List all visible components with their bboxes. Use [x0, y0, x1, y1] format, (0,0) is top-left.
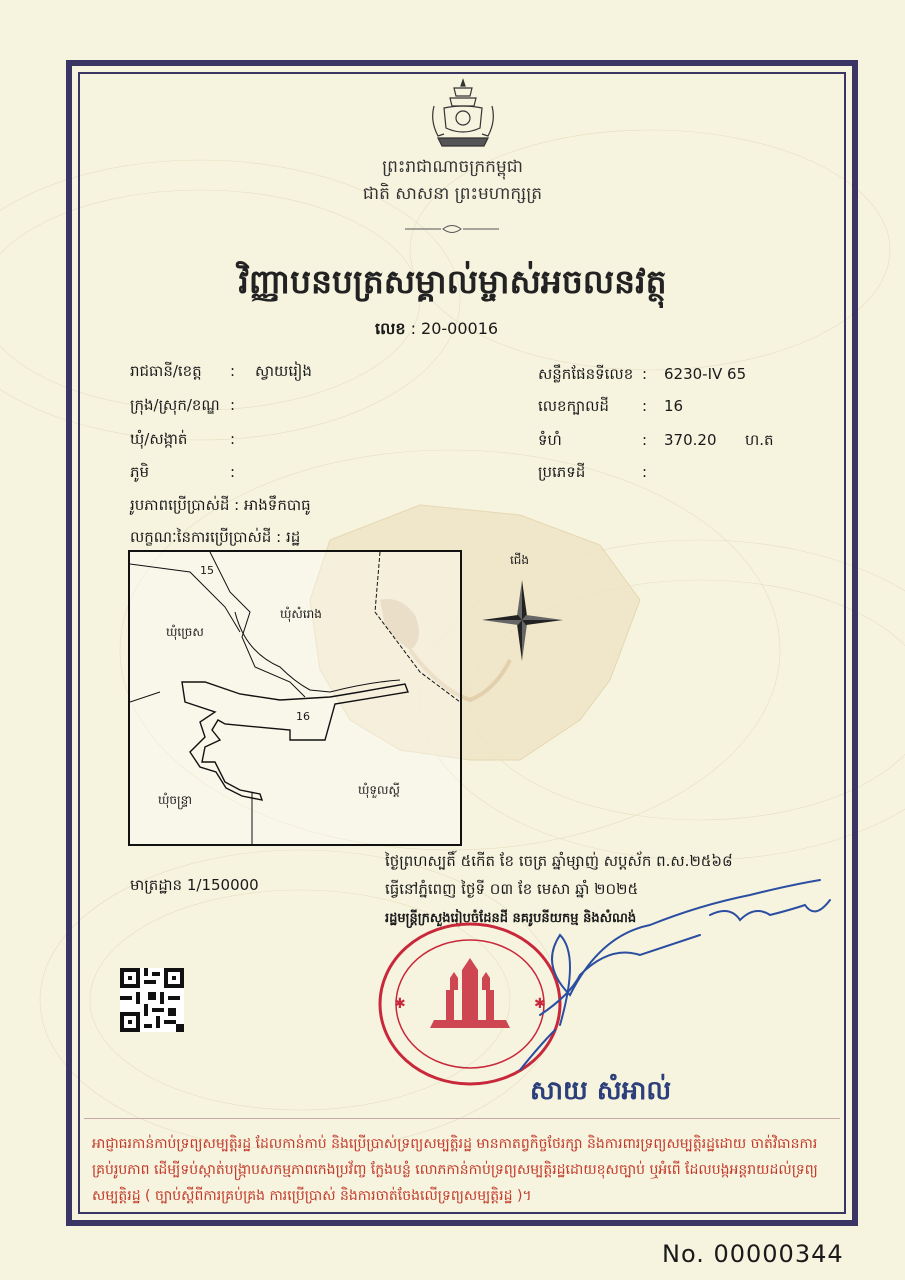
- boundary-line-west: [130, 692, 160, 702]
- kingdom-name: ព្រះរាជាណាចក្រកម្ពុជា: [382, 157, 523, 177]
- river-channel: [235, 612, 400, 692]
- land-use-nature-row: លក្ខណៈនៃការប្រើប្រាស់ដី : រដ្ឋ: [130, 528, 301, 546]
- field-province-value: ស្វាយរៀង: [255, 362, 312, 380]
- parcel-map: [128, 550, 462, 846]
- land-use-row: រូបភាពប្រើប្រាស់ដី : អាងទឹកបាធូ: [130, 496, 311, 514]
- land-use-nature-value: រដ្ឋ: [285, 528, 301, 546]
- field-commune-label: ឃុំ/សង្កាត់: [130, 430, 188, 448]
- north-label: ជើង: [510, 553, 530, 567]
- svg-text:✱: ✱: [394, 996, 406, 1012]
- certificate-number: លេខ : 20-00016: [375, 319, 499, 338]
- compass-rose-icon: [480, 578, 565, 663]
- number-value: 20-00016: [421, 319, 499, 338]
- scale-value: 1/150000: [186, 876, 259, 894]
- signatory-name: សាយ សំអាល់: [530, 1076, 672, 1106]
- map-commune-ne-label: ឃុំសំរោង: [280, 607, 322, 621]
- serial-number: No. 00000344: [662, 1240, 844, 1268]
- field-province-colon: :: [230, 362, 236, 380]
- map-commune-sw-label: ឃុំចន្ទ្រា: [158, 793, 193, 807]
- field-parcel-colon: :: [642, 397, 648, 415]
- field-district-label: ក្រុង/ស្រុក/ខណ្ឌ: [130, 396, 220, 414]
- legal-warning-note: អាជ្ញាធរកាន់កាប់ទ្រព្យសម្បត្តិរដ្ឋ ដែលកាន់កាប់ និងប្រើប្រាស់ទ្រព្យសម្បត្តិរដ្ឋ មានកាតព្វកិច្ចថែរក្សា និងការពារទ្រព្យសម្បត្តិរដ្ឋដោយ ចាត់វិធានការគ្រប់រូបភាព ដើម្បីទប់ស្កាត់បង្ក្រាបសកម្មភាពកេងប្រវ័ញ្ច ក្លែងបន្លំ លោភកាន់កាប់ទ្រព្យសម្បត្តិរដ្ឋដោយខុសច្បាប់ ឬអំពើ ដែលបង្កអន្តរាយដល់ទ្រព្យសម្បត្តិរដ្ឋ ( ច្បាប់ស្តីពីការគ្រប់គ្រង ការប្រើប្រាស់ និងការចាត់ចែងលើទ្រព្យសម្បត្តិរដ្ឋ )។: [84, 1118, 840, 1214]
- field-mapsheet-colon: :: [642, 365, 648, 383]
- field-mapsheet-value: 6230-IV 65: [664, 365, 747, 383]
- map-commune-se-label: ឃុំទួលស្ដី: [358, 783, 400, 797]
- field-village-colon: :: [230, 463, 236, 481]
- field-mapsheet-label: សន្លឹកផែនទីលេខ: [538, 365, 634, 383]
- boundary-line-north: [130, 564, 240, 632]
- land-use-nature-label: លក្ខណៈនៃការប្រើប្រាស់ដី: [130, 528, 272, 546]
- map-commune-nw-label: ឃុំច្រេស: [166, 625, 204, 639]
- number-label: លេខ: [375, 319, 406, 338]
- field-area-value: 370.20: [664, 431, 717, 449]
- qr-code-icon: [120, 968, 184, 1032]
- certificate-title: វិញ្ញាបនបត្រសម្គាល់ម្ចាស់អចលនវត្ថុ: [238, 262, 667, 301]
- parcel-15-boundary: [210, 552, 305, 697]
- royal-coat-of-arms-icon: [424, 76, 502, 154]
- land-use-value: អាងទឹកបាធូ: [244, 496, 311, 514]
- field-parcel-value: 16: [664, 397, 684, 415]
- handwritten-signature: [500, 875, 840, 1075]
- boundary-line-east-dashed: [375, 552, 460, 702]
- field-area-unit: ហ.ត: [745, 431, 774, 449]
- map-scale: [130, 876, 259, 898]
- national-motto: ជាតិ សាសនា ព្រះមហាក្សត្រ: [362, 184, 543, 204]
- land-use-label: រូបភាពប្រើប្រាស់ដី: [130, 496, 230, 514]
- lunar-date-line: ថ្ងៃព្រហស្បតិ៍ ៥កើត ខែ ចេត្រ ឆ្នាំម្សាញ់ សប្តស័ក ព.ស.២៥៦៨: [385, 852, 733, 870]
- field-village-label: ភូមិ: [130, 463, 150, 481]
- field-commune-colon: :: [230, 430, 236, 448]
- minister-title: រដ្ឋមន្ត្រីក្រសួងរៀបចំដែនដី នគរូបនីយកម្ម និងសំណង់: [385, 911, 637, 926]
- field-province-label: រាជធានី/ខេត្ត: [130, 362, 202, 380]
- field-area-colon: :: [642, 431, 648, 449]
- ornament-divider-icon: [405, 222, 499, 236]
- field-district-colon: :: [230, 396, 236, 414]
- svg-text:✱: ✱: [534, 996, 546, 1012]
- map-parcel-15-label: 15: [200, 564, 214, 577]
- field-parcel-label: លេខក្បាលដី: [538, 397, 609, 415]
- field-landtype-label: ប្រភេទដី: [538, 463, 586, 481]
- field-landtype-colon: :: [642, 463, 648, 481]
- field-area-label: ទំហំ: [538, 431, 562, 449]
- issue-date-line: ធ្វើនៅភ្នំពេញ ថ្ងៃទី ០៣ ខែ មេសា ឆ្នាំ ២០២៥: [385, 880, 639, 898]
- map-parcel-16-label: 16: [296, 710, 310, 723]
- scale-label: មាត្រដ្ឋាន: [130, 876, 183, 894]
